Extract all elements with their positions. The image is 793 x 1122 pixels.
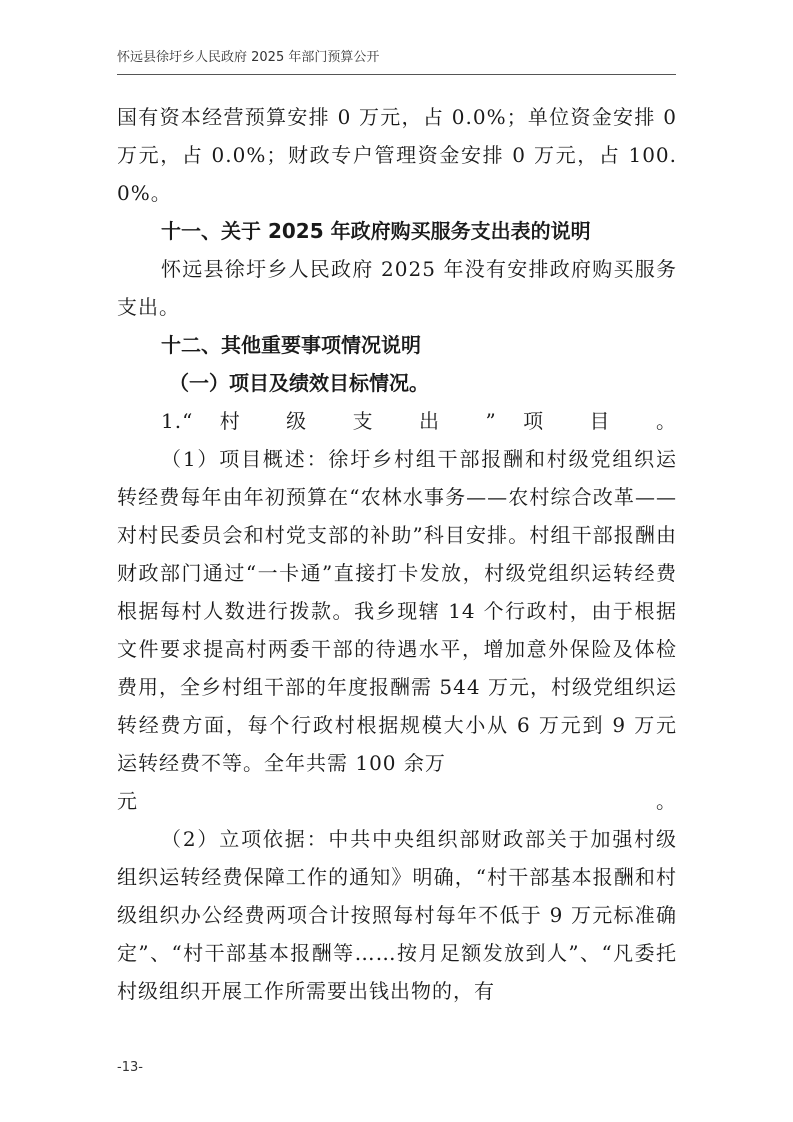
paragraph-capital-budget: 国有资本经营预算安排 0 万元，占 0.0%；单位资金安排 0 万元，占 0.0%；财政专户管理资金安排 0 万元，占 100.0%。 xyxy=(117,105,677,205)
project-overview-text: （1）项目概述：徐圩乡村组干部报酬和村级党组织运转经费每年由年初预算在“农林水事务——农村综合改革——对村民委员会和村党支部的补助”科目安排。村组干部报酬由财政部门通过“一卡通”直接打卡发放，村级党组织运转经费根据每村人数进行拨款。我乡现辖 14 个行政村，由于根据文件要求提高村两委干部的待遇水平，增加意外保险及体检费用，全乡村组干部的年度报酬需 544 万元，村级党组织运转经费方面，每个行政村根据规模大小从 6 万元到 9 万元运转经费不等。全年共需 100 余万 xyxy=(117,447,677,775)
paragraph-project-overview xyxy=(117,440,677,782)
paragraph-project-basis: （2）立项依据：中共中央组织部财政部关于加强村级组织运转经费保障工作的通知》明确，“村干部基本报酬和村级组织办公经费两项合计按照每村每年不低于 9 万元标准确定”、“村干部基本报酬等……按月足额发放到人”、“凡委托村级组织开展工作所需要出钱出物的，有 xyxy=(117,827,677,1003)
paragraph-project-overview-end: 元 。 xyxy=(117,789,677,813)
section-heading-11: 十一、关于 2025 年政府购买服务支出表的说明 xyxy=(161,219,591,243)
paragraph-purchase-services: 怀远县徐圩乡人民政府 2025 年没有安排政府购买服务支出。 xyxy=(117,257,677,319)
document-body xyxy=(117,98,677,1010)
page-number: -13- xyxy=(117,1060,143,1075)
item-heading-village-expenditure: 1.“ 村 级 支 出 ” 项 目 。 xyxy=(161,409,677,433)
subsection-heading-1: （一）项目及绩效目标情况。 xyxy=(169,371,429,395)
header-divider xyxy=(117,74,676,75)
page-header: 怀远县徐圩乡人民政府 2025 年部门预算公开 xyxy=(117,50,380,65)
section-heading-12: 十二、其他重要事项情况说明 xyxy=(161,333,421,357)
